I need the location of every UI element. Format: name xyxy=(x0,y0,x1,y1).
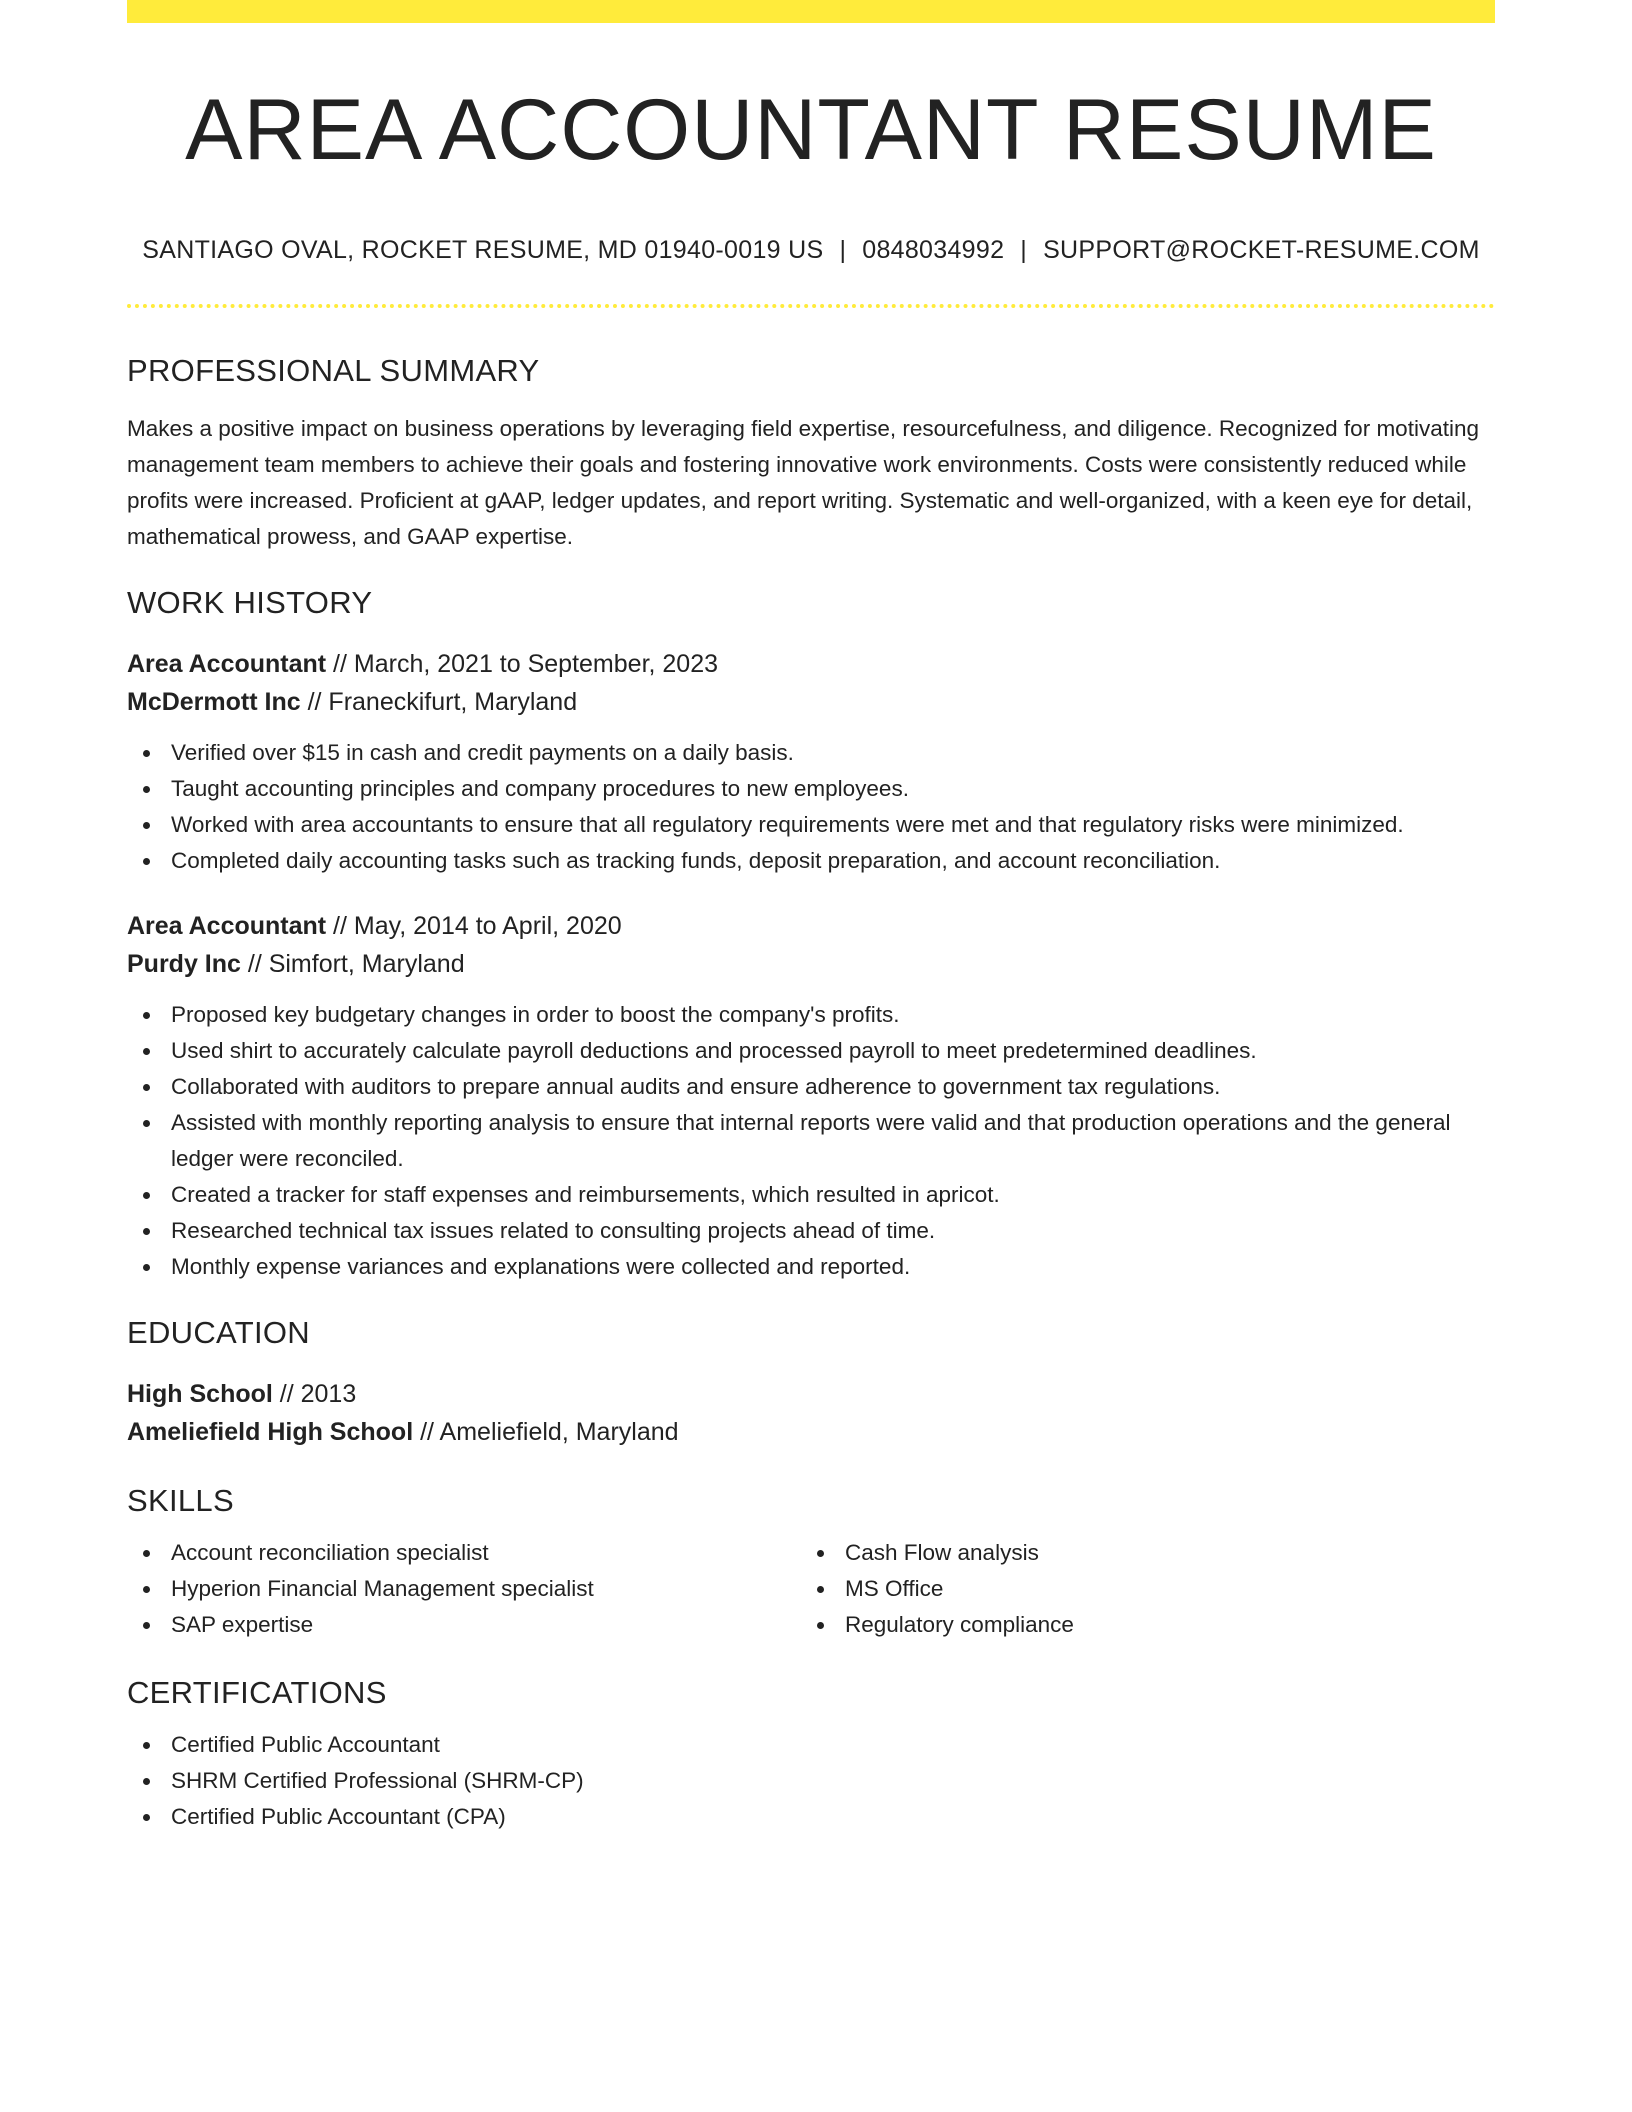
list-item xyxy=(171,1177,1495,1213)
bullet-icon xyxy=(143,1228,150,1235)
list-item xyxy=(171,735,1495,771)
job-title: Area Accountant xyxy=(127,912,327,940)
job-company: Purdy Inc xyxy=(127,950,241,978)
skill-text: Regulatory compliance xyxy=(845,1612,1074,1637)
certification-text: SHRM Certified Professional (SHRM-CP) xyxy=(171,1768,584,1793)
list-item xyxy=(845,1607,1475,1643)
list-item xyxy=(171,1799,1495,1835)
job-title: Area Accountant xyxy=(127,650,327,678)
bullet-icon xyxy=(143,1550,150,1557)
job-bullets xyxy=(127,735,1495,879)
list-item-text: Taught accounting principles and company procedures to new employees. xyxy=(171,776,909,801)
list-item xyxy=(171,1763,1495,1799)
skill-text: MS Office xyxy=(845,1576,944,1601)
certification-text: Certified Public Accountant (CPA) xyxy=(171,1804,506,1829)
list-item-text: Researched technical tax issues related to consulting projects ahead of time. xyxy=(171,1218,936,1243)
list-item-text: Assisted with monthly reporting analysis to ensure that internal reports were valid and that production operations and the general ledger were reconciled. xyxy=(171,1110,1451,1171)
job-dates: // March, 2021 to September, 2023 xyxy=(326,650,719,678)
list-item xyxy=(171,1727,1495,1763)
header-divider xyxy=(127,304,1495,308)
list-item xyxy=(171,997,1495,1033)
list-item-text: Collaborated with auditors to prepare annual audits and ensure adherence to government tax regulations. xyxy=(171,1074,1221,1099)
skill-text: SAP expertise xyxy=(171,1612,314,1637)
bullet-icon xyxy=(143,1742,150,1749)
education-degree: High School xyxy=(127,1380,273,1408)
skills-grid xyxy=(127,1535,1495,1643)
certifications-list xyxy=(127,1727,1495,1835)
certifications-heading: CERTIFICATIONS xyxy=(127,1675,387,1710)
list-item xyxy=(845,1535,1475,1571)
bullet-icon xyxy=(143,1192,150,1199)
job-company: McDermott Inc xyxy=(127,688,301,716)
list-item xyxy=(171,1571,801,1607)
list-item xyxy=(171,843,1495,879)
education-school: Ameliefield High School xyxy=(127,1418,414,1446)
contact-phone: 0848034992 xyxy=(862,236,1005,264)
education-year: // 2013 xyxy=(272,1380,357,1408)
bullet-icon xyxy=(143,822,150,829)
bullet-icon xyxy=(143,1084,150,1091)
list-item-text: Used shirt to accurately calculate payroll deductions and processed payroll to meet predetermined deadlines. xyxy=(171,1038,1257,1063)
skills-column-left xyxy=(127,1535,801,1643)
list-item-text: Created a tracker for staff expenses and reimbursements, which resulted in apricot. xyxy=(171,1182,1000,1207)
bullet-icon xyxy=(143,1586,150,1593)
contact-separator: | xyxy=(839,236,847,264)
list-item xyxy=(171,807,1495,843)
list-item xyxy=(171,1105,1495,1177)
work-history-heading: WORK HISTORY xyxy=(127,585,373,620)
list-item xyxy=(845,1571,1475,1607)
list-item xyxy=(171,1033,1495,1069)
bullet-icon xyxy=(143,1778,150,1785)
skill-text: Cash Flow analysis xyxy=(845,1540,1039,1565)
contact-address: SANTIAGO OVAL, ROCKET RESUME, MD 01940-0019 US xyxy=(142,236,824,264)
job-title-line xyxy=(127,645,1495,683)
list-item-text: Proposed key budgetary changes in order to boost the company's profits. xyxy=(171,1002,900,1027)
list-item xyxy=(171,1607,801,1643)
list-item xyxy=(171,771,1495,807)
skills-column-right xyxy=(801,1535,1475,1643)
bullet-icon xyxy=(143,1048,150,1055)
certification-text: Certified Public Accountant xyxy=(171,1732,440,1757)
list-item xyxy=(171,1249,1495,1285)
bullet-icon xyxy=(817,1586,824,1593)
list-item xyxy=(171,1069,1495,1105)
skill-text: Hyperion Financial Management specialist xyxy=(171,1576,594,1601)
list-item-text: Worked with area accountants to ensure that all regulatory requirements were met and that regulatory risks were minimized. xyxy=(171,812,1404,837)
bullet-icon xyxy=(143,750,150,757)
list-item-text: Monthly expense variances and explanations were collected and reported. xyxy=(171,1254,911,1279)
page-title: AREA ACCOUNTANT RESUME xyxy=(185,82,1437,178)
summary-heading: PROFESSIONAL SUMMARY xyxy=(127,353,540,388)
job-title-line xyxy=(127,907,1495,945)
education-school-line xyxy=(127,1413,1495,1451)
skills-heading: SKILLS xyxy=(127,1483,234,1518)
summary-text: Makes a positive impact on business operations by leveraging field expertise, resourcefulness, and diligence. Recognized for motivating management team members to achieve their goals and fostering innovative work environments. Costs were consistently reduced while profits were increased. Proficient at gAAP, ledger updates, and report writing. Systematic and well-organized, with a keen eye for detail, mathematical prowess, and GAAP expertise. xyxy=(127,416,1479,549)
bullet-icon xyxy=(143,1012,150,1019)
job-company-line xyxy=(127,683,1495,721)
bullet-icon xyxy=(143,1264,150,1271)
resume-content xyxy=(127,0,1495,1835)
bullet-icon xyxy=(143,786,150,793)
job-location: // Franeckifurt, Maryland xyxy=(300,688,578,716)
job-location: // Simfort, Maryland xyxy=(240,950,465,978)
bullet-icon xyxy=(143,858,150,865)
list-item xyxy=(171,1213,1495,1249)
list-item-text: Completed daily accounting tasks such as tracking funds, deposit preparation, and account reconciliation. xyxy=(171,848,1221,873)
job-bullets xyxy=(127,997,1495,1285)
bullet-icon xyxy=(817,1550,824,1557)
list-item-text: Verified over $15 in cash and credit payments on a daily basis. xyxy=(171,740,794,765)
education-location: // Ameliefield, Maryland xyxy=(413,1418,679,1446)
job-dates: // May, 2014 to April, 2020 xyxy=(326,912,622,940)
bullet-icon xyxy=(817,1622,824,1629)
contact-separator: | xyxy=(1020,236,1028,264)
list-item xyxy=(171,1535,801,1571)
education-degree-line xyxy=(127,1375,1495,1413)
contact-email: SUPPORT@ROCKET-RESUME.COM xyxy=(1043,236,1480,264)
bullet-icon xyxy=(143,1814,150,1821)
contact-line xyxy=(127,234,1495,266)
skill-text: Account reconciliation specialist xyxy=(171,1540,489,1565)
education-heading: EDUCATION xyxy=(127,1315,310,1350)
bullet-icon xyxy=(143,1120,150,1127)
bullet-icon xyxy=(143,1622,150,1629)
job-company-line xyxy=(127,945,1495,983)
